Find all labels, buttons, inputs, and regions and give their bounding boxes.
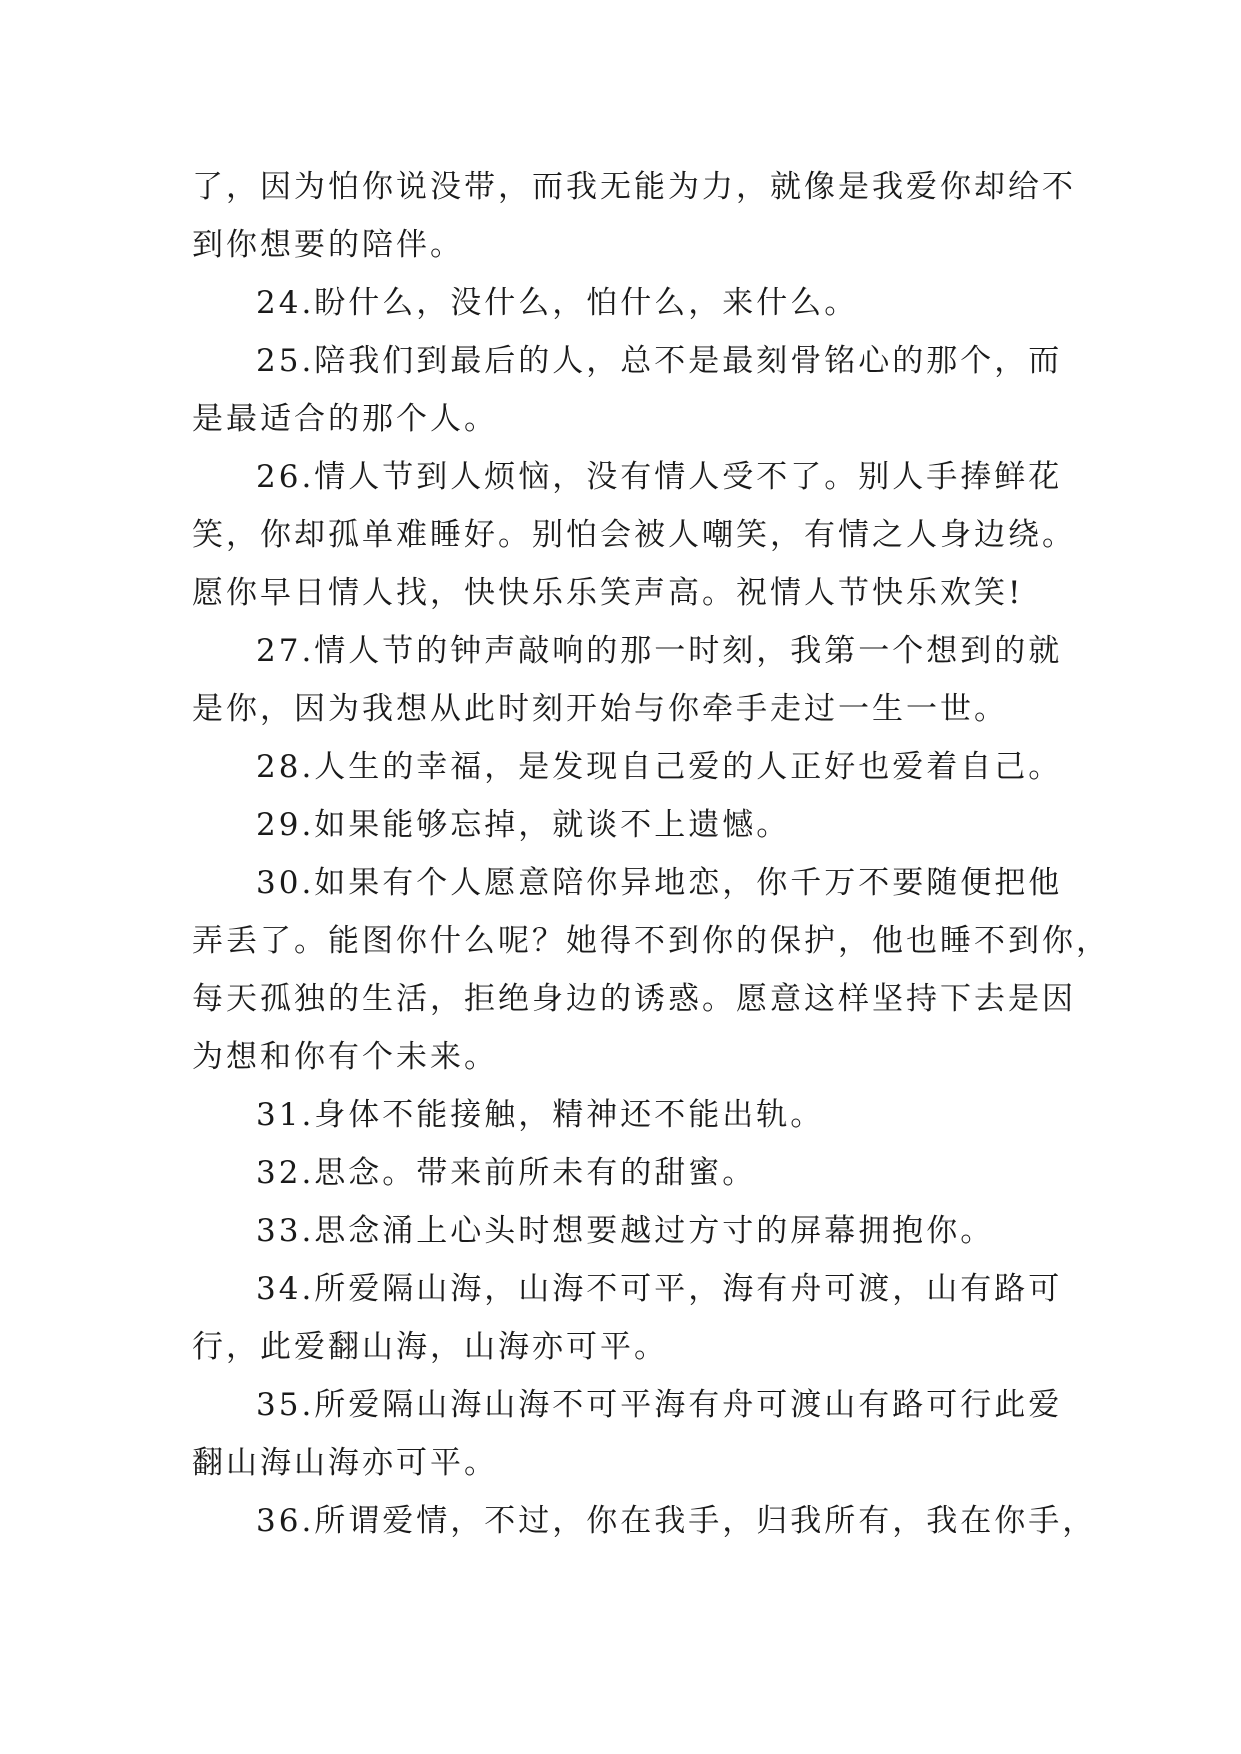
paragraph-25 bbox=[192, 332, 1063, 448]
text-line: 每天孤独的生活，拒绝身边的诱惑。愿意这样坚持下去是因 bbox=[192, 981, 1076, 1017]
text-line: 25.陪我们到最后的人，总不是最刻骨铭心的那个，而 bbox=[256, 343, 1063, 379]
text-line: 弄丢了。能图你什么呢？她得不到你的保护，他也睡不到你， bbox=[192, 923, 1110, 959]
paragraph-34 bbox=[192, 1260, 1063, 1376]
text-line: 30.如果有个人愿意陪你异地恋，你千万不要随便把他 bbox=[256, 865, 1063, 901]
text-line: 31.身体不能接触，精神还不能出轨。 bbox=[256, 1097, 825, 1133]
paragraph-30 bbox=[192, 854, 1110, 1086]
document-body bbox=[192, 158, 1110, 1550]
paragraph-36 bbox=[192, 1492, 1097, 1550]
text-line: 26.情人节到人烦恼，没有情人受不了。别人手捧鲜花 bbox=[256, 459, 1063, 495]
text-line: 翻山海山海亦可平。 bbox=[192, 1445, 498, 1481]
text-line: 33.思念涌上心头时想要越过方寸的屏幕拥抱你。 bbox=[256, 1213, 995, 1249]
paragraph-28 bbox=[192, 738, 1063, 796]
paragraph-35 bbox=[192, 1376, 1063, 1492]
text-line: 笑，你却孤单难睡好。别怕会被人嘲笑，有情之人身边绕。 bbox=[192, 517, 1076, 553]
paragraph-29 bbox=[192, 796, 1052, 854]
text-line: 为想和你有个未来。 bbox=[192, 1039, 498, 1075]
paragraph-32 bbox=[192, 1144, 1052, 1202]
text-line: 32.思念。带来前所未有的甜蜜。 bbox=[256, 1155, 757, 1191]
text-line: 35.所爱隔山海山海不可平海有舟可渡山有路可行此爱 bbox=[256, 1387, 1063, 1423]
paragraph-31 bbox=[192, 1086, 1052, 1144]
text-line: 27.情人节的钟声敲响的那一时刻，我第一个想到的就 bbox=[256, 633, 1063, 669]
paragraph-33 bbox=[192, 1202, 1052, 1260]
text-line: 36.所谓爱情，不过，你在我手，归我所有，我在你手， bbox=[256, 1503, 1097, 1539]
paragraph-24 bbox=[192, 274, 1052, 332]
text-line: 是你，因为我想从此时刻开始与你牵手走过一生一世。 bbox=[192, 691, 1008, 727]
text-line: 24.盼什么，没什么，怕什么，来什么。 bbox=[256, 285, 859, 321]
text-line: 行，此爱翻山海，山海亦可平。 bbox=[192, 1329, 668, 1365]
paragraph-27 bbox=[192, 622, 1063, 738]
paragraph-26 bbox=[192, 448, 1076, 622]
text-line: 34.所爱隔山海，山海不可平，海有舟可渡，山有路可 bbox=[256, 1271, 1063, 1307]
text-line: 到你想要的陪伴。 bbox=[192, 227, 464, 263]
text-line: 28.人生的幸福，是发现自己爱的人正好也爱着自己。 bbox=[256, 749, 1063, 785]
text-line: 愿你早日情人找，快快乐乐笑声高。祝情人节快乐欢笑! bbox=[192, 575, 1024, 611]
paragraph-continued bbox=[192, 158, 1076, 274]
text-line: 29.如果能够忘掉，就谈不上遗憾。 bbox=[256, 807, 791, 843]
text-line: 是最适合的那个人。 bbox=[192, 401, 498, 437]
text-line: 了，因为怕你说没带，而我无能为力，就像是我爱你却给不 bbox=[192, 169, 1076, 205]
